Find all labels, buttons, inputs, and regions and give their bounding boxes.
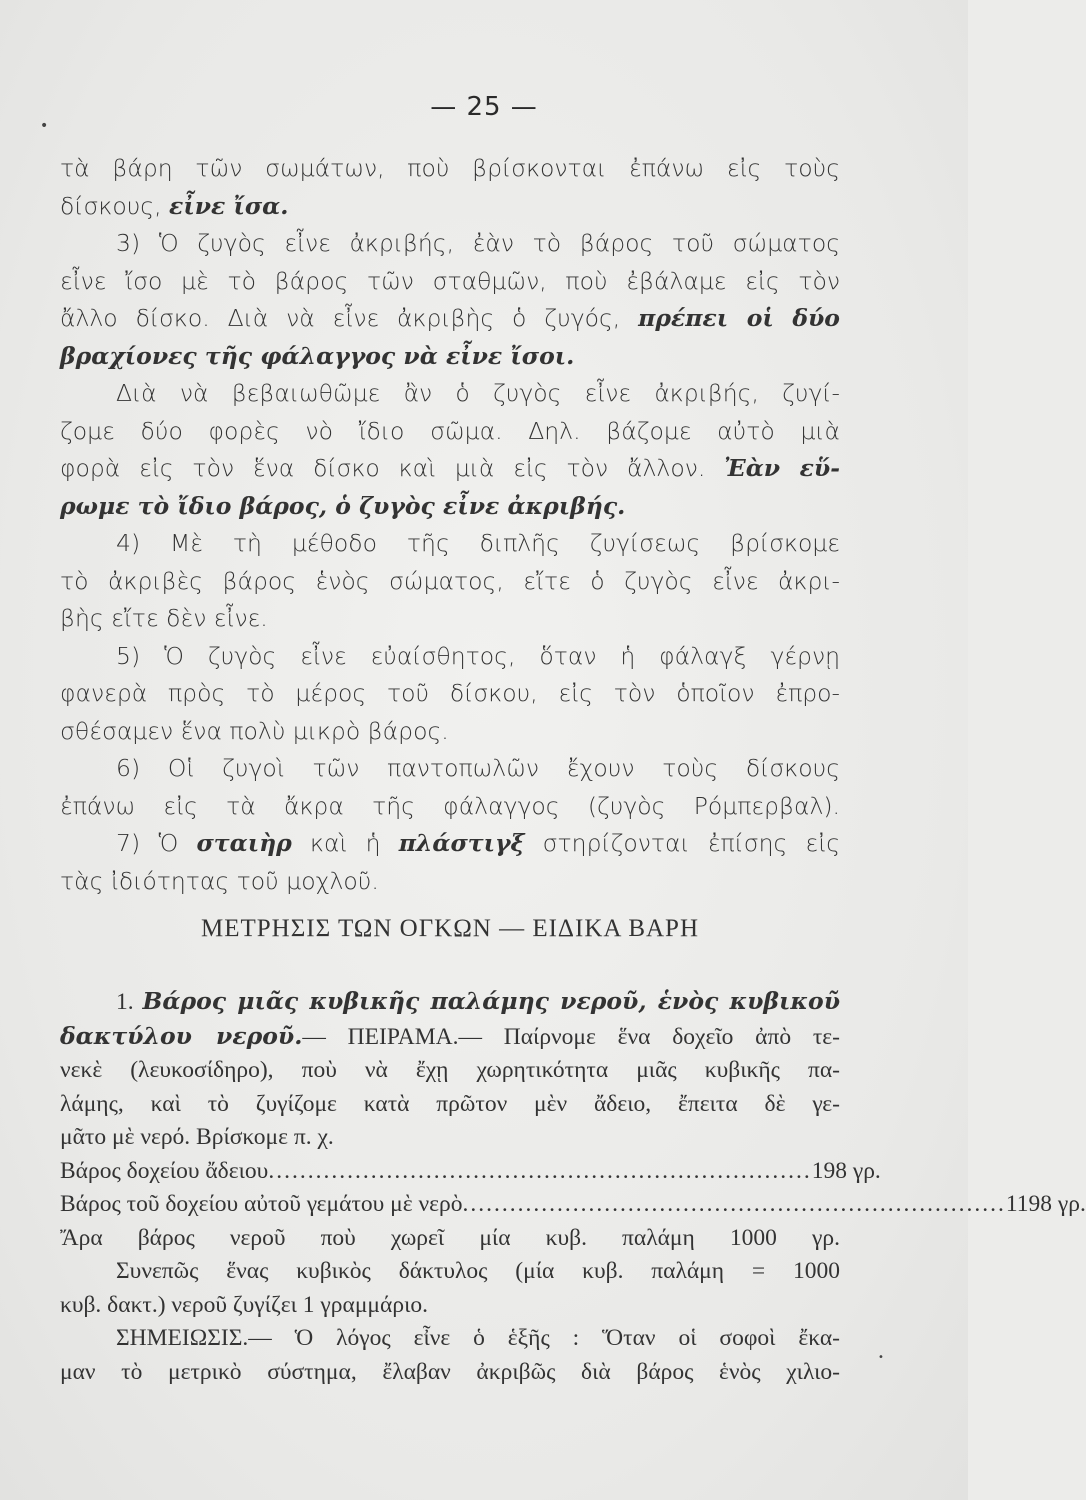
text-line: φανερὰ πρὸς τὸ μέρος τοῦ δίσκου, εἰς τὸν ὁποῖον ἐπρο- bbox=[60, 679, 840, 707]
text-line: μᾶτο μὲ νερό. Βρίσκομε π. χ. bbox=[60, 1124, 334, 1150]
section-heading: ΜΕΤΡΗΣΙΣ ΤΩΝ ΟΓΚΩΝ — ΕΙΔΙΚΑ ΒΑΡΗ bbox=[200, 915, 699, 942]
text-line: 1. Βάρος μιᾶς κυβικῆς παλάμης νεροῦ, ἑνὸς κυβικοῦ bbox=[116, 987, 840, 1015]
text-line: δίσκους, εἶνε ἴσα. bbox=[60, 191, 289, 220]
emphasis: σταιὴρ bbox=[196, 829, 292, 857]
weight-row: Βάρος τοῦ δοχείου αὐτοῦ γεμάτου μὲ νερὸ ..................................................................... 1198 γρ. bbox=[60, 1188, 840, 1222]
text-line: ἐπάνω εἰς τὰ ἄκρα τῆς φάλαγγος (ζυγὸς Ρόμπερβαλ). bbox=[60, 791, 840, 820]
text-line: 5) Ὁ ζυγὸς εἶνε εὐαίσθητος, ὅταν ἡ φάλαγξ γέρνῃ bbox=[116, 641, 840, 670]
text-line: εἶνε ἴσο μὲ τὸ βάρος τῶν σταθμῶν, ποὺ ἐβάλαμε εἰς τὸν bbox=[60, 266, 840, 295]
ink-speck: • bbox=[40, 118, 49, 134]
text-line: 4) Μὲ τὴ μέθοδο τῆς διπλῆς ζυγίσεως βρίσκομε bbox=[116, 529, 840, 557]
text-line: φορὰ εἰς τὸν ἕνα δίσκο καὶ μιὰ εἰς τὸν ἄλλον. Ἐὰν εὕ- bbox=[60, 454, 840, 482]
emphasis: δακτύλου νεροῦ. bbox=[60, 1021, 303, 1050]
emphasis: πρέπει οἱ δύο bbox=[638, 304, 840, 332]
body-text bbox=[60, 150, 840, 900]
text-line: Διὰ νὰ βεβαιωθῶμε ἂν ὁ ζυγὸς εἶνε ἀκριβής, ζυγί- bbox=[116, 379, 840, 407]
text-line: ἄλλο δίσκο. Διὰ νὰ εἶνε ἀκριβὴς ὁ ζυγός, πρέπει οἱ δύο bbox=[60, 304, 840, 332]
text-line: τὸ ἀκριβὲς βάρος ἑνὸς σώματος, εἴτε ὁ ζυγὸς εἶνε ἀκρι- bbox=[60, 566, 840, 595]
emphasis: εἶνε ἴσα. bbox=[169, 191, 289, 220]
text-line: ΣΗΜΕΙΩΣΙΣ.— Ὁ λόγος εἶνε ὁ ἑξῆς : Ὅταν οἱ σοφοὶ ἔκα- bbox=[116, 1325, 840, 1351]
text-line bbox=[60, 338, 840, 376]
emphasis: βραχίονες τῆς φάλαγγος νὰ εἶνε ἴσοι. bbox=[60, 341, 575, 370]
section-text bbox=[60, 985, 1086, 1389]
text-line: 7) Ὁ σταιὴρ καὶ ἡ πλάστιγξ στηρίζονται ἐπίσης εἰς bbox=[116, 829, 840, 857]
text-line: νεκὲ (λευκοσίδηρο), ποὺ νὰ ἔχῃ χωρητικότητα μιᾶς κυβικῆς πα- bbox=[60, 1057, 840, 1083]
emphasis: Ἐὰν εὕ- bbox=[724, 454, 840, 482]
text-line: κυβ. δακτ.) νεροῦ ζυγίζει 1 γραμμάριο. bbox=[60, 1291, 429, 1318]
text-line: τὰς ἰδιότητας τοῦ μοχλοῦ. bbox=[60, 866, 379, 895]
result-line: Ἄρα βάρος νεροῦ ποὺ χωρεῖ μία κυβ. παλάμη 1000 γρ. bbox=[60, 1224, 840, 1251]
text-line: λάμης, καὶ τὸ ζυγίζομε κατὰ πρῶτον μὲν ἄδειο, ἔπειτα δὲ γε- bbox=[60, 1090, 840, 1117]
text-line: βὴς εἴτε δὲν εἶνε. bbox=[60, 604, 268, 632]
text-line: τὰ βάρη τῶν σωμάτων, ποὺ βρίσκονται ἐπάνω εἰς τοὺς bbox=[60, 154, 840, 182]
leader-dots: ..................................................................... bbox=[462, 1191, 1006, 1217]
text-line: μαν τὸ μετρικὸ σύστημα, ἔλαβαν ἀκριβῶς διὰ βάρος ἑνὸς χιλιο- bbox=[60, 1358, 840, 1385]
text-line: Συνεπῶς ἕνας κυβικὸς δάκτυλος (μία κυβ. παλάμη = 1000 bbox=[116, 1258, 840, 1284]
emphasis: Βάρος μιᾶς κυβικῆς παλάμης νεροῦ, ἑνὸς κυβικοῦ bbox=[142, 987, 840, 1015]
text-line bbox=[60, 488, 840, 526]
text-line: σθέσαμεν ἕνα πολὺ μικρὸ βάρος. bbox=[60, 716, 449, 745]
text-line: 3) Ὁ ζυγὸς εἶνε ἀκριβής, ἐὰν τὸ βάρος τοῦ σώματος bbox=[116, 229, 840, 257]
weight-row: Βάρος δοχείου ἄδειου ..................................................................... 198 γρ. bbox=[60, 1155, 840, 1189]
leader-dots: ..................................................................... bbox=[268, 1157, 812, 1184]
ink-speck: • bbox=[878, 1352, 884, 1363]
text-line: δακτύλου νεροῦ.— ΠΕΙΡΑΜΑ.— Παίρνομε ἕνα δοχεῖο ἀπὸ τε- bbox=[60, 1021, 840, 1050]
emphasis: ρωμε τὸ ἴδιο βάρος, ὁ ζυγὸς εἶνε ἀκριβής. bbox=[60, 491, 626, 520]
emphasis: πλάστιγξ bbox=[398, 829, 525, 857]
text-line: ζομε δύο φορὲς νὸ ἴδιο σῶμα. Δηλ. βάζομε αὐτὸ μιὰ bbox=[60, 416, 840, 445]
text-line: 6) Οἱ ζυγοὶ τῶν παντοπωλῶν ἔχουν τοὺς δίσκους bbox=[116, 754, 840, 782]
page-number: — 25 — bbox=[430, 92, 538, 122]
